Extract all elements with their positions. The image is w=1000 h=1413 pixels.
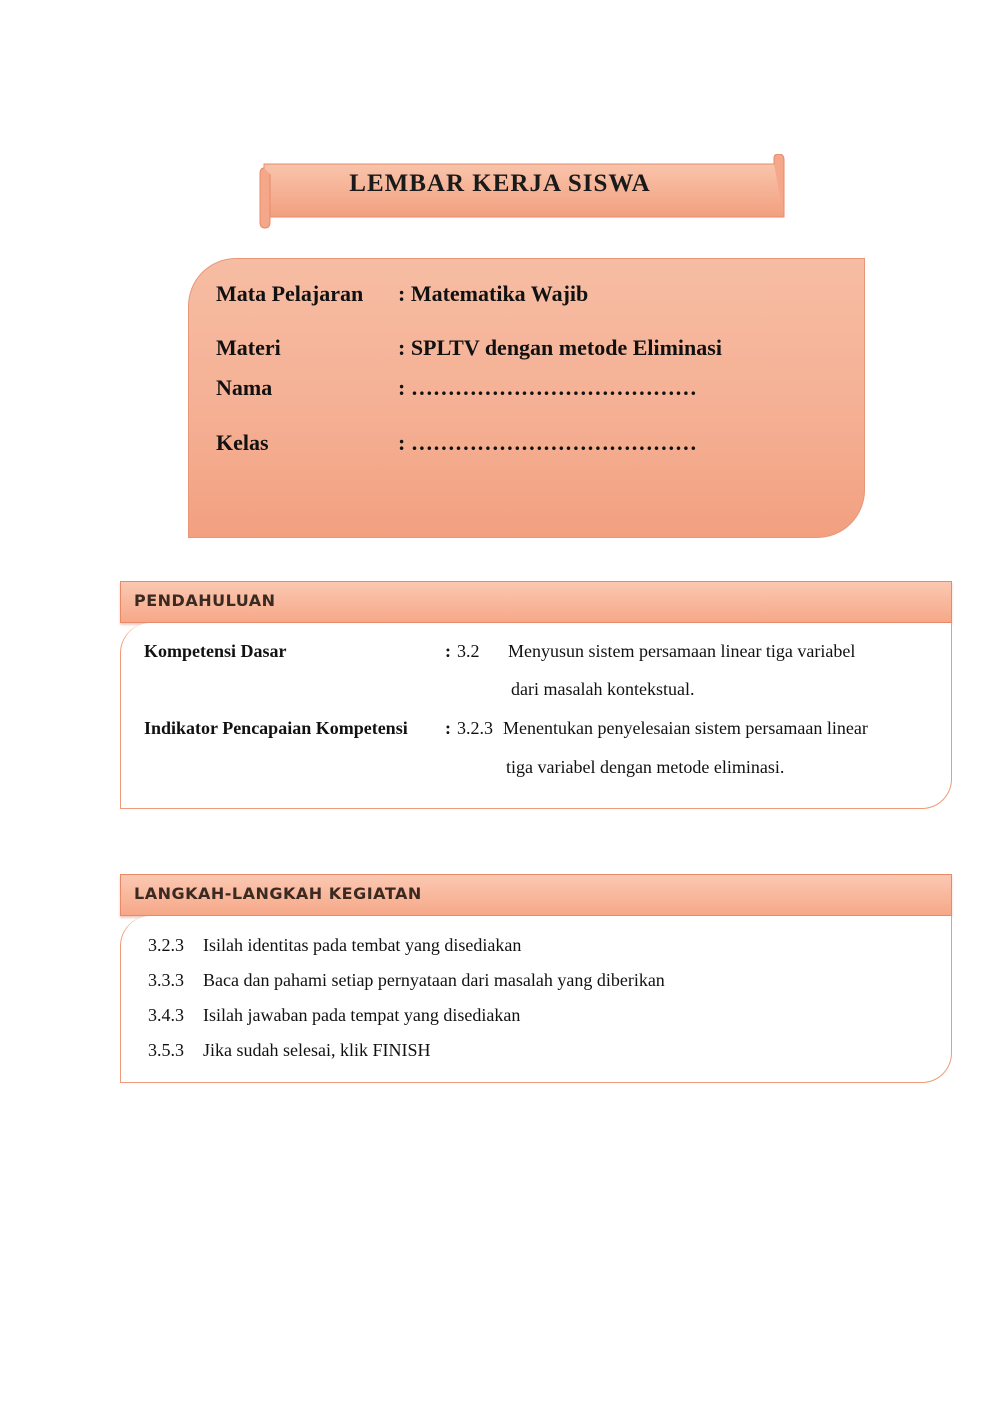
langkah-body	[120, 916, 952, 1083]
step-text: Isilah jawaban pada tempat yang disediakan	[203, 1005, 521, 1025]
identity-box	[188, 258, 865, 538]
ipk-label: Indikator Pencapaian Kompetensi	[144, 718, 408, 738]
class-label: Kelas	[216, 430, 269, 455]
name-label: Nama	[216, 375, 273, 400]
pendahuluan-title: PENDAHULUAN	[134, 591, 276, 610]
subject-label: Mata Pelajaran	[216, 281, 364, 306]
name-field[interactable]: : …………………………………	[398, 375, 697, 400]
page-title: LEMBAR KERJA SISWA	[349, 170, 651, 197]
kd-text-line-1: Menyusun sistem persamaan linear tiga variabel	[508, 641, 856, 661]
step-number: 3.5.3	[148, 1040, 184, 1060]
langkah-header	[120, 874, 952, 916]
subject-value: : Matematika Wajib	[398, 281, 589, 306]
kd-colon: :	[445, 641, 451, 661]
ipk-text-line-1: Menentukan penyelesaian sistem persamaan linear	[503, 718, 868, 738]
ipk-text-line-2: tiga variabel dengan metode eliminasi.	[506, 757, 785, 777]
kd-label: Kompetensi Dasar	[144, 641, 287, 661]
step-number: 3.4.3	[148, 1005, 184, 1025]
step-number: 3.3.3	[148, 970, 184, 990]
material-label: Materi	[216, 335, 281, 360]
step-text: Jika sudah selesai, klik FINISH	[203, 1040, 431, 1060]
kd-code: 3.2	[457, 641, 480, 661]
pendahuluan-body	[120, 623, 952, 809]
pendahuluan-header	[120, 581, 952, 623]
step-number: 3.2.3	[148, 935, 184, 955]
step-text: Isilah identitas pada tembat yang disediakan	[203, 935, 522, 955]
step-text: Baca dan pahami setiap pernyataan dari masalah yang diberikan	[203, 970, 665, 990]
langkah-title: LANGKAH-LANGKAH KEGIATAN	[134, 884, 422, 903]
class-field[interactable]: : …………………………………	[398, 430, 697, 455]
kd-text-line-2: dari masalah kontekstual.	[511, 679, 695, 699]
ipk-code: 3.2.3	[457, 718, 493, 738]
material-value: : SPLTV dengan metode Eliminasi	[398, 335, 722, 360]
ipk-colon: :	[445, 718, 451, 738]
